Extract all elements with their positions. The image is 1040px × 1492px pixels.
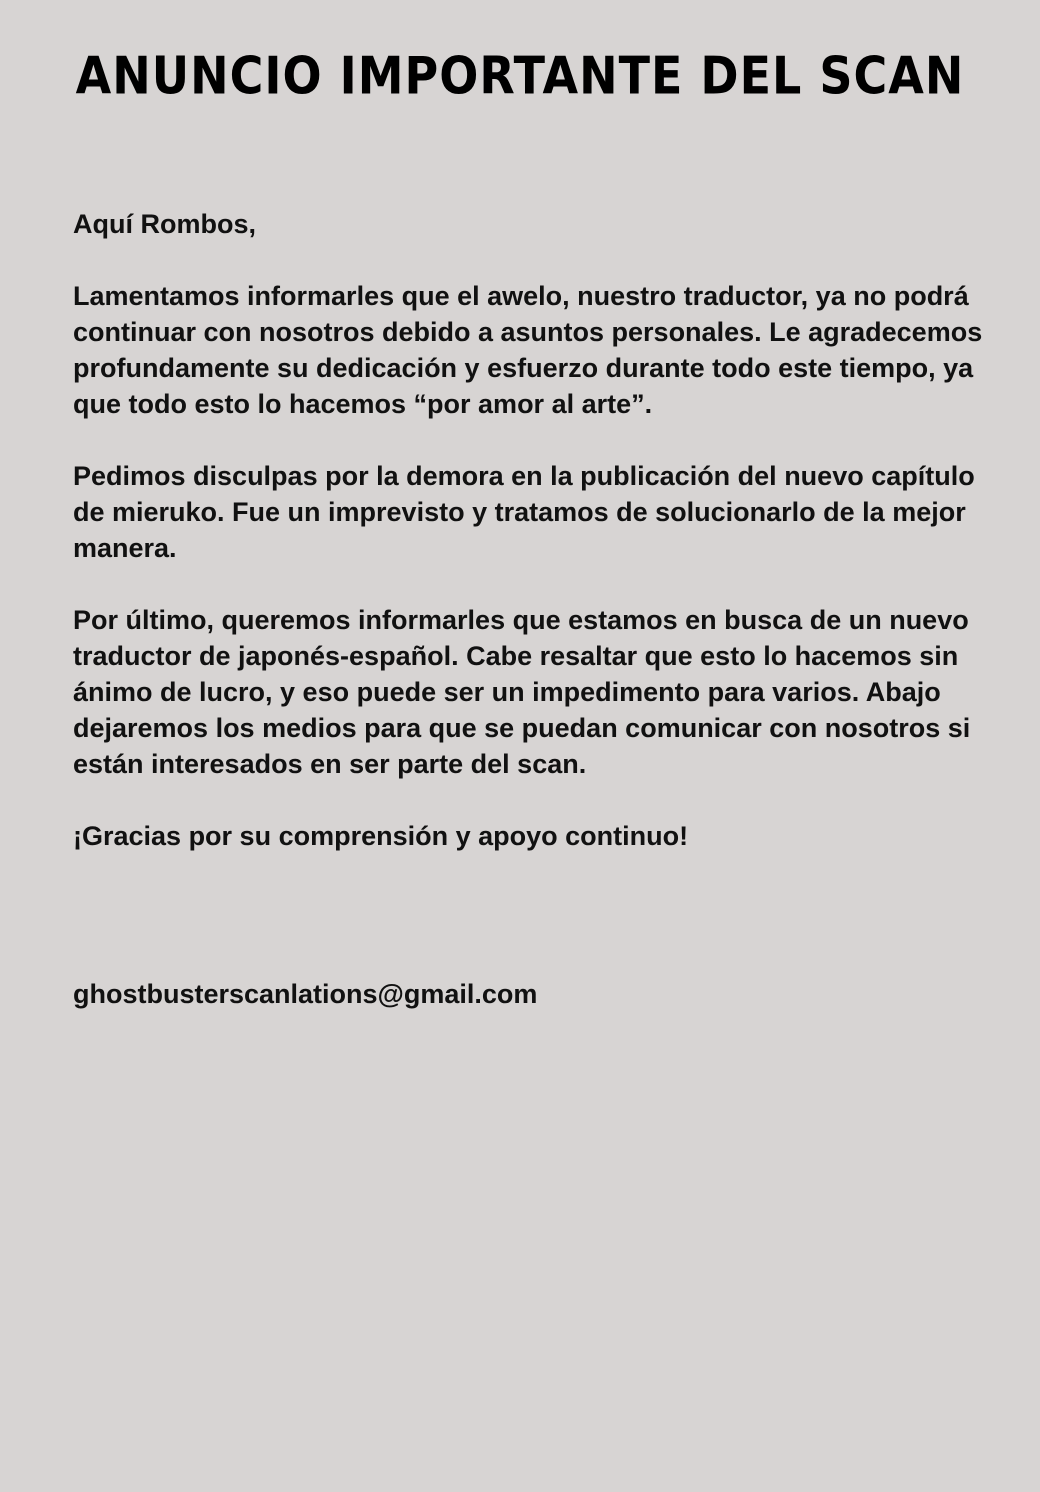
greeting: Aquí Rombos, [73,209,256,239]
contact-email: ghostbusterscanlations@gmail.com [73,979,538,1009]
closing-line: ¡Gracias por su comprensión y apoyo continuo! [73,821,689,851]
page-title: ANUNCIO IMPORTANTE DEL SCAN [75,45,965,106]
paragraph-recruitment: Por último, queremos informarles que estamos en busca de un nuevo traductor de japonés-español. Cabe resaltar que esto lo hacemos sin ánimo de lucro, y eso puede ser un impedimento para varios. Abajo dejaremos los medios para que se puedan comunicar con nosotros si están interesados en ser parte del scan. [73,605,971,779]
paragraph-translator-leaving: Lamentamos informarles que el awelo, nuestro traductor, ya no podrá continuar con nosotros debido a asuntos personales. Le agradecemos profundamente su dedicación y esfuerzo durante todo este tiempo, ya que todo esto lo hacemos “por amor al arte”. [73,281,983,419]
paragraph-apology: Pedimos disculpas por la demora en la publicación del nuevo capítulo de mieruko. Fue un imprevisto y tratamos de solucionarlo de la mejor manera. [73,461,975,563]
